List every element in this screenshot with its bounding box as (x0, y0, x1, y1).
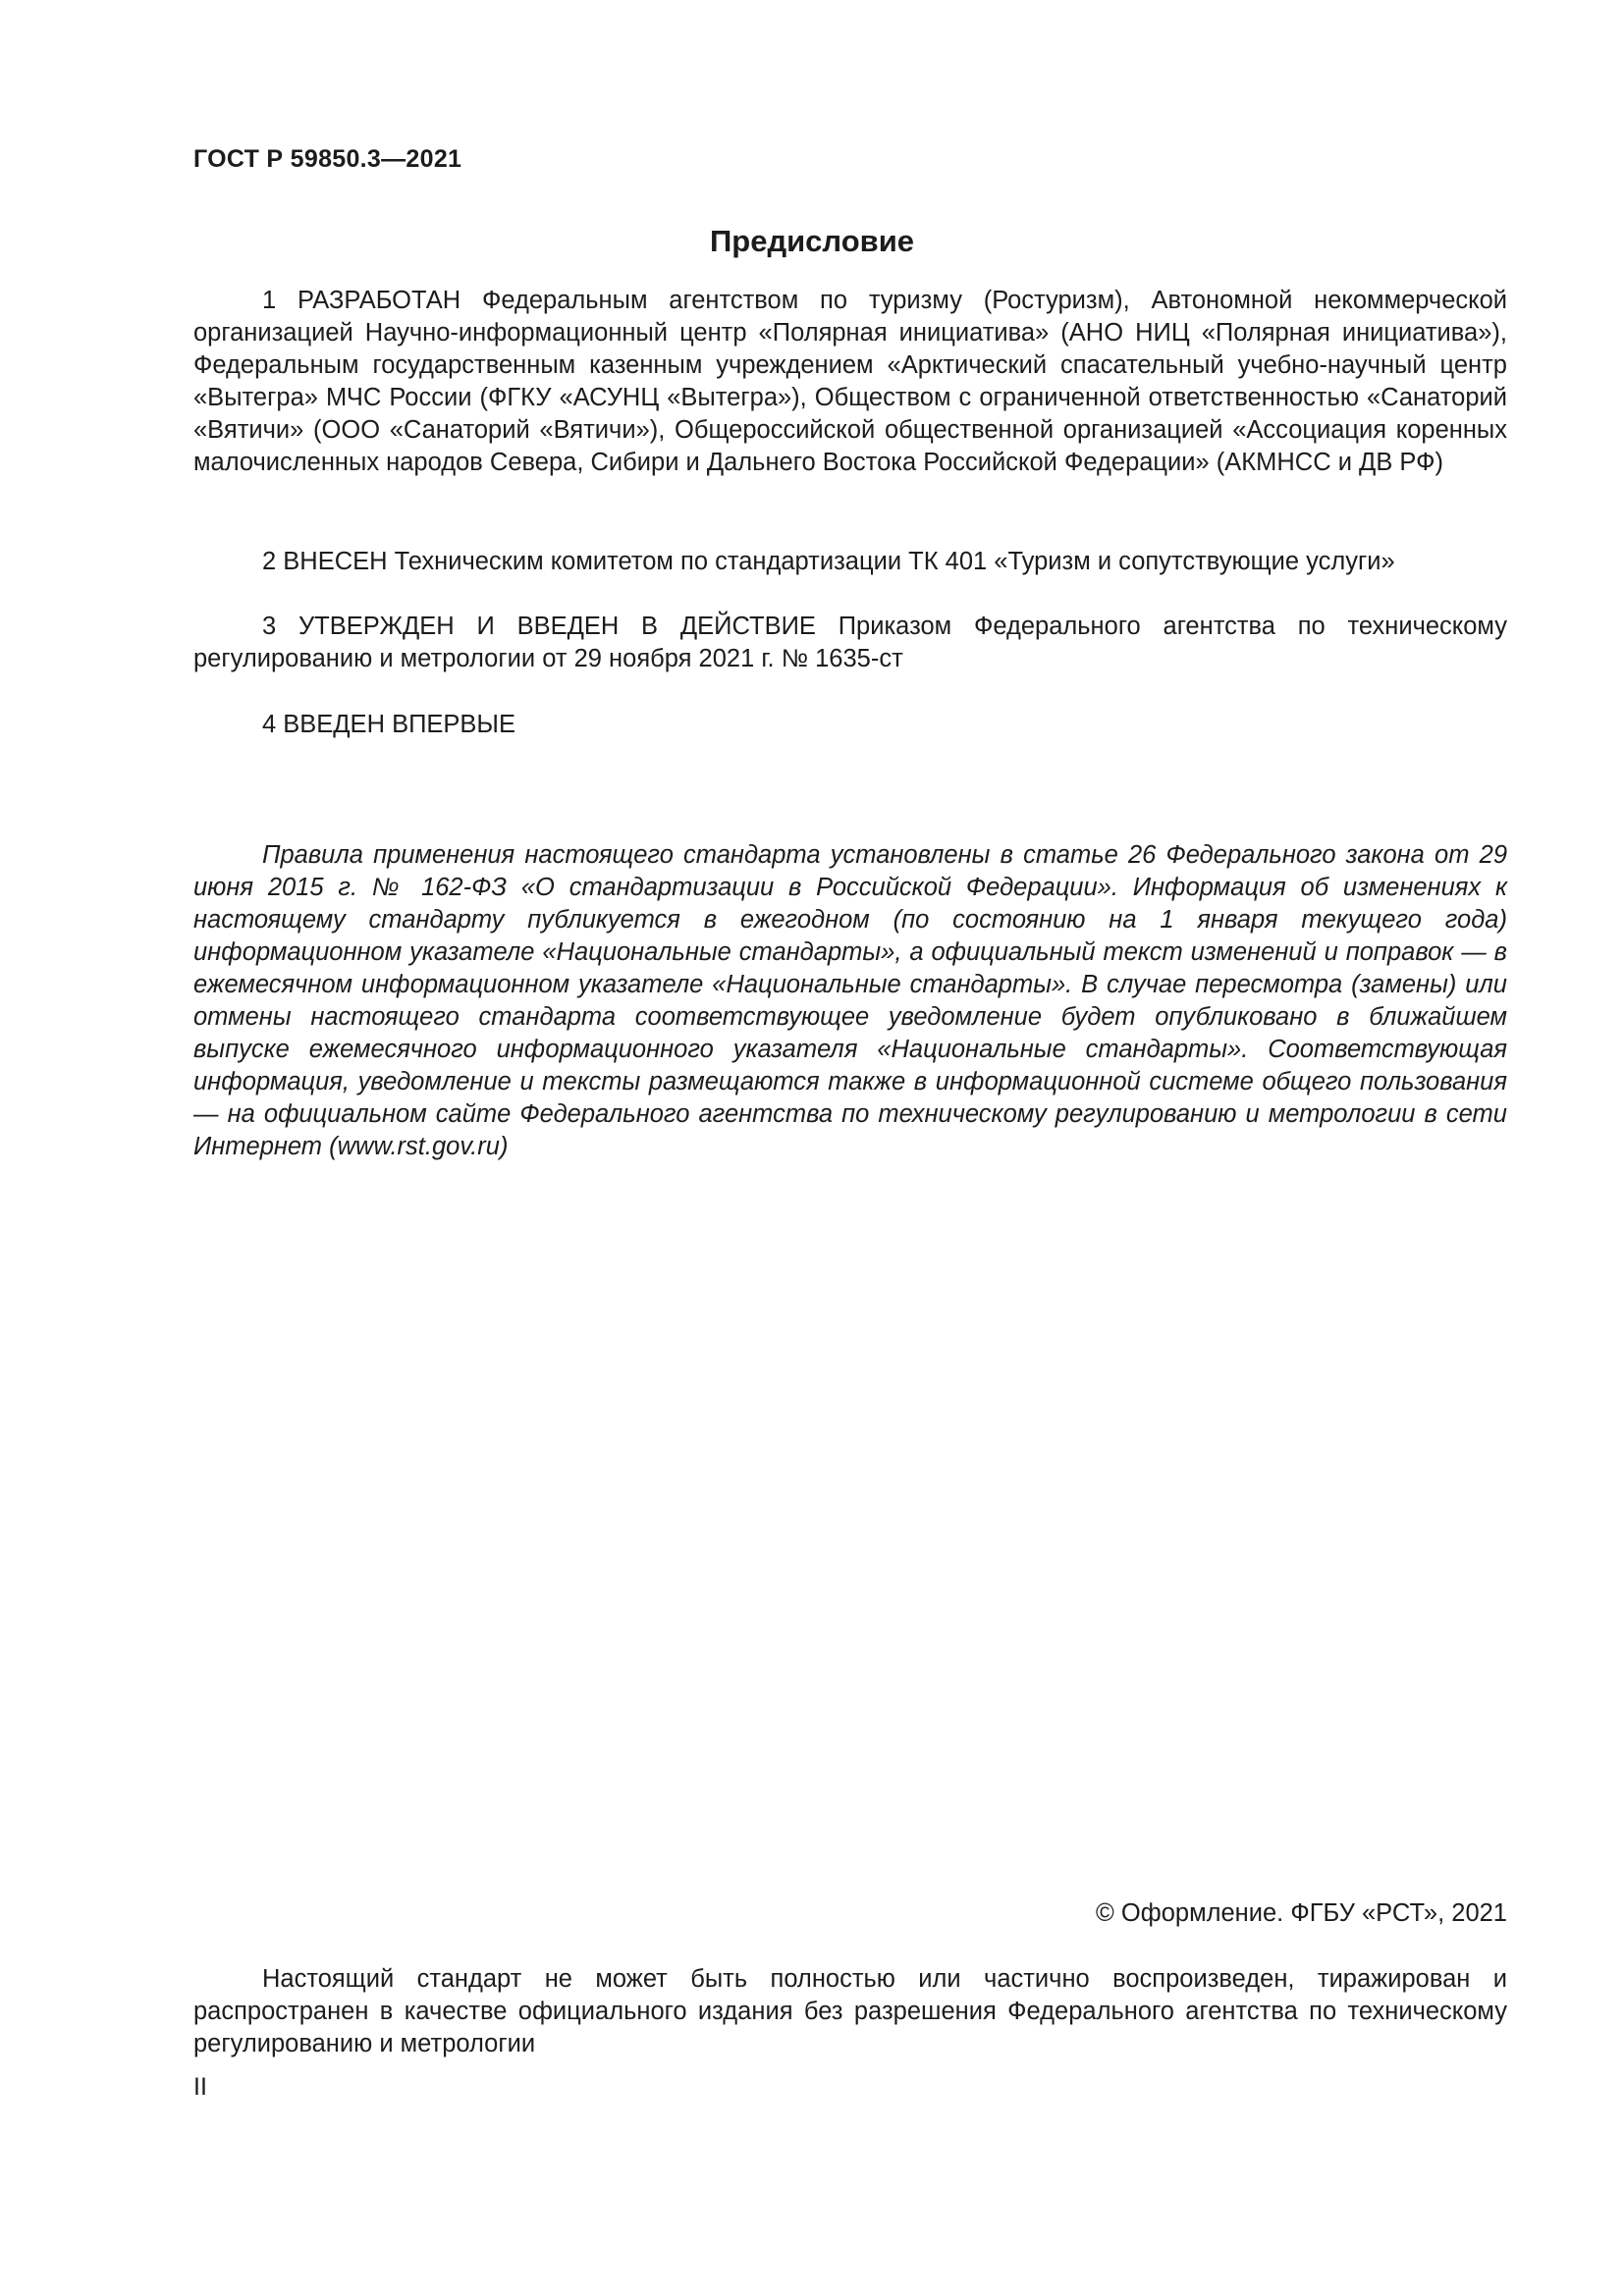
reproduction-notice: Настоящий стандарт не может быть полностью или частично воспроизведен, тиражирован и распространен в качестве официального издания без разрешения Федерального агентства по техническому регулированию и метрологии (193, 1965, 1507, 2057)
standard-code: ГОСТ Р 59850.3—2021 (193, 145, 462, 173)
page-number: II (193, 2073, 207, 2101)
paragraph-application-rules: Правила применения настоящего стандарта установлены в статье 26 Федерального закона от 29 июня 2015 г. № 162-ФЗ «О стандартизации в Российской Федерации». Информация об изменениях к настоящему стандарту публикуется в ежегодном (по состоянию на 1 января текущего года) информационном указателе «Национальные стандарты», а официальный текст изменений и поправок — в ежемесячном информационном указателе «Национальные стандарты». В случае пересмотра (замены) или отмены настоящего стандарта соответствующее уведомление будет опубликовано в ближайшем выпуске ежемесячного информационного указателя «Национальные стандарты». Соответствующая информация, уведомление и тексты размещаются также в информационной системе общего пользования — на официальном сайте Федерального агентства по техническому регулированию и метрологии в сети Интернет (www.rst.gov.ru) (193, 841, 1507, 1160)
paragraph-first-introduced: 4 ВВЕДЕН ВПЕРВЫЕ (262, 711, 516, 738)
paragraph-introduced: 2 ВНЕСЕН Техническим комитетом по стандартизации ТК 401 «Туризм и сопутствующие услуги» (262, 548, 1395, 575)
page-title: Предисловие (709, 224, 914, 258)
paragraph-approved: 3 УТВЕРЖДЕН И ВВЕДЕН В ДЕЙСТВИЕ Приказом Федерального агентства по техническому регулированию и метрологии от 29 ноября 2021 г. № 1635-ст (193, 613, 1507, 672)
copyright-notice: © Оформление. ФГБУ «РСТ», 2021 (1096, 1899, 1507, 1927)
paragraph-developed: 1 РАЗРАБОТАН Федеральным агентством по туризму (Ростуризм), Автономной некоммерческой организацией Научно-информационный центр «Полярная инициатива» (АНО НИЦ «Полярная инициатива»), Федеральным государственным казенным учреждением «Арктический спасательный учебно-научный центр «Вытегра» МЧС России (ФГКУ «АСУНЦ «Вытегра»), Обществом с ограниченной ответственностью «Санаторий «Вятичи» (ООО «Санаторий «Вятичи»), Общероссийской общественной организацией «Ассоциация коренных малочисленных народов Севера, Сибири и Дальнего Востока Российской Федерации» (АКМНСС и ДВ РФ) (193, 287, 1507, 476)
